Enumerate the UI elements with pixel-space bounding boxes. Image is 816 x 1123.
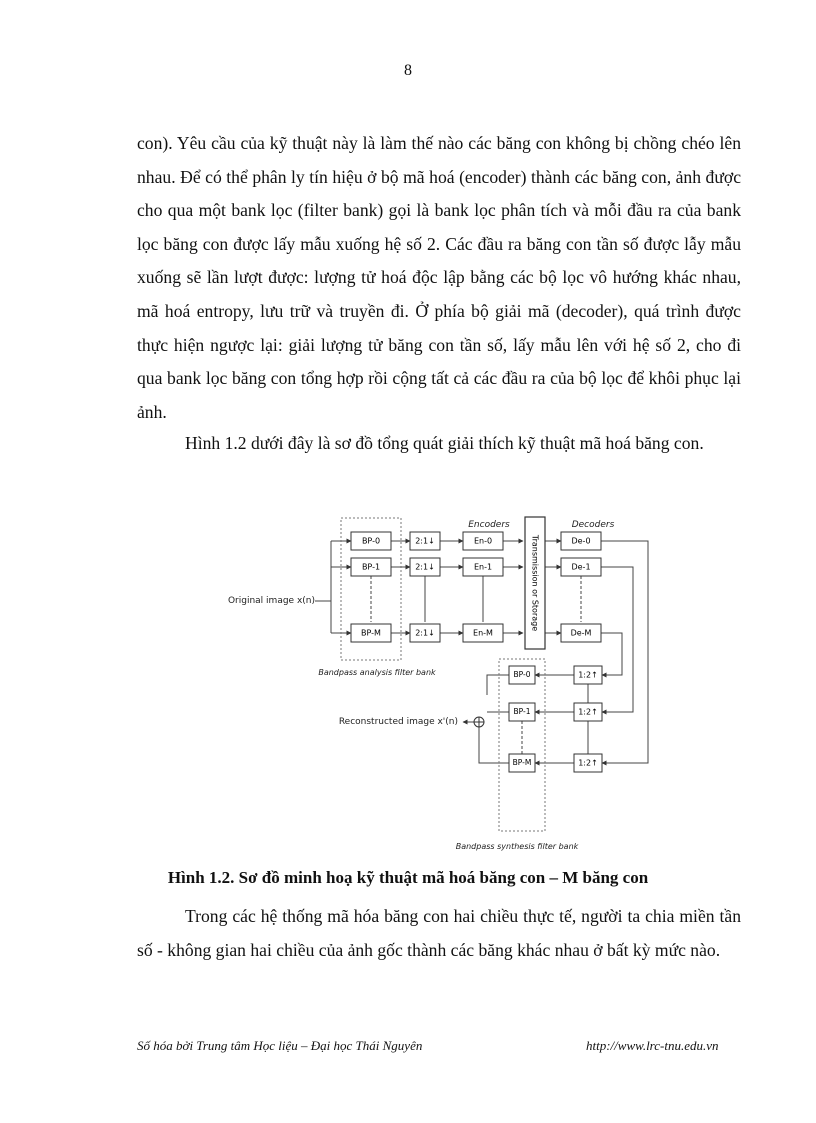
downsampler-1 — [410, 558, 440, 576]
encoder-en-1 — [463, 558, 503, 576]
decoder-de-1 — [561, 558, 601, 576]
svg-text:2:1↓: 2:1↓ — [415, 562, 435, 572]
svg-text:BP-1: BP-1 — [361, 562, 381, 572]
svg-text:En-1: En-1 — [473, 562, 493, 572]
figure-caption: Hình 1.2. Sơ đồ minh hoạ kỹ thuật mã hoá băng con – M băng con — [167, 868, 649, 887]
upsampler-1 — [574, 703, 602, 721]
svg-text:De-1: De-1 — [571, 562, 591, 572]
synthesis-bank-label: Bandpass synthesis filter bank — [455, 842, 579, 851]
summing-junction-icon — [474, 717, 484, 727]
svg-text:BP-1: BP-1 — [513, 707, 531, 716]
synthesis-filter-bp-1 — [509, 703, 535, 721]
svg-text:2:1↓: 2:1↓ — [415, 536, 435, 546]
transmission-storage-block — [525, 517, 545, 649]
encoder-en-m — [463, 624, 503, 642]
decoder-de-m — [561, 624, 601, 642]
svg-text:2:1↓: 2:1↓ — [415, 628, 435, 638]
channel-label: Transmission or Storage — [530, 534, 540, 632]
analysis-filter-bp-1 — [351, 558, 391, 576]
paragraph-2: Hình 1.2 dưới đây là sơ đồ tổng quát giải thích kỹ thuật mã hoá băng con. — [185, 433, 704, 453]
paragraph-1: con). Yêu cầu của kỹ thuật này là làm thế nào các băng con không bị chồng chéo lên nhau. Để có thể phân ly tín hiệu ở bộ mã hoá (encoder) thành các băng con, ảnh được cho qua một bank lọc (filter bank) gọi là bank lọc phân tích và mỗi đầu ra của bank lọc băng con được lấy mẫu xuống hệ số 2. Các đầu ra băng con tần số được lẫy mẫu xuống sẽ lần lượt được: lượng tử hoá độc lập bằng các bộ lọc vô hướng khác nhau, mã hoá entropy, lưu trữ và truyền đi. Ở phía bộ giải mã (decoder), quá trình được thực hiện ngược lại: giải lượng tử băng con tần số, lấy mẫu lên với hệ số 2, cho đi qua bank lọc băng con tổng hợp rồi cộng tất cả các đầu ra của bộ lọc để khôi phục lại ảnh. — [137, 133, 741, 422]
svg-text:BP-M: BP-M — [361, 628, 381, 638]
synthesis-filter-bp-m — [509, 754, 535, 772]
downsampler-0 — [410, 532, 440, 550]
synthesis-filter-bp-0 — [509, 666, 535, 684]
decoder-de-0 — [561, 532, 601, 550]
upsampler-0 — [574, 666, 602, 684]
reconstructed-image-label: Reconstructed image x'(n) — [338, 717, 458, 727]
footer-url[interactable]: http://www.lrc-tnu.edu.vn — [586, 1038, 719, 1053]
encoder-en-0 — [463, 532, 503, 550]
paragraph-3: Trong các hệ thống mã hóa băng con hai chiều thực tế, người ta chia miền tần số - không gian hai chiều của ảnh gốc thành các băng khác nhau ở bất kỳ mức nào. — [137, 906, 741, 960]
svg-text:1:2↑: 1:2↑ — [578, 707, 598, 717]
upsampler-m — [574, 754, 602, 772]
subband-coding-diagram — [215, 512, 655, 857]
downsampler-m — [410, 624, 440, 642]
svg-text:BP-0: BP-0 — [513, 670, 531, 679]
original-image-label: Original image x(n) — [227, 596, 315, 606]
svg-text:BP-0: BP-0 — [361, 536, 381, 546]
analysis-filter-bp-m — [351, 624, 391, 642]
svg-text:1:2↑: 1:2↑ — [578, 758, 598, 768]
diagram-svg — [215, 512, 655, 857]
svg-text:De-0: De-0 — [571, 536, 591, 546]
decoders-label: Decoders — [571, 520, 615, 530]
page-number: 8 — [404, 62, 412, 79]
footer-source: Số hóa bởi Trung tâm Học liệu – Đại học Thái Nguyên — [137, 1038, 423, 1053]
svg-text:De-M: De-M — [570, 628, 592, 638]
svg-text:BP-M: BP-M — [512, 758, 532, 767]
svg-text:En-M: En-M — [473, 628, 493, 638]
synthesis-bank-frame — [499, 659, 545, 831]
encoders-label: Encoders — [468, 520, 510, 530]
svg-text:1:2↑: 1:2↑ — [578, 670, 598, 680]
svg-text:En-0: En-0 — [473, 536, 493, 546]
analysis-bank-label: Bandpass analysis filter bank — [318, 668, 436, 677]
analysis-filter-bp-0 — [351, 532, 391, 550]
